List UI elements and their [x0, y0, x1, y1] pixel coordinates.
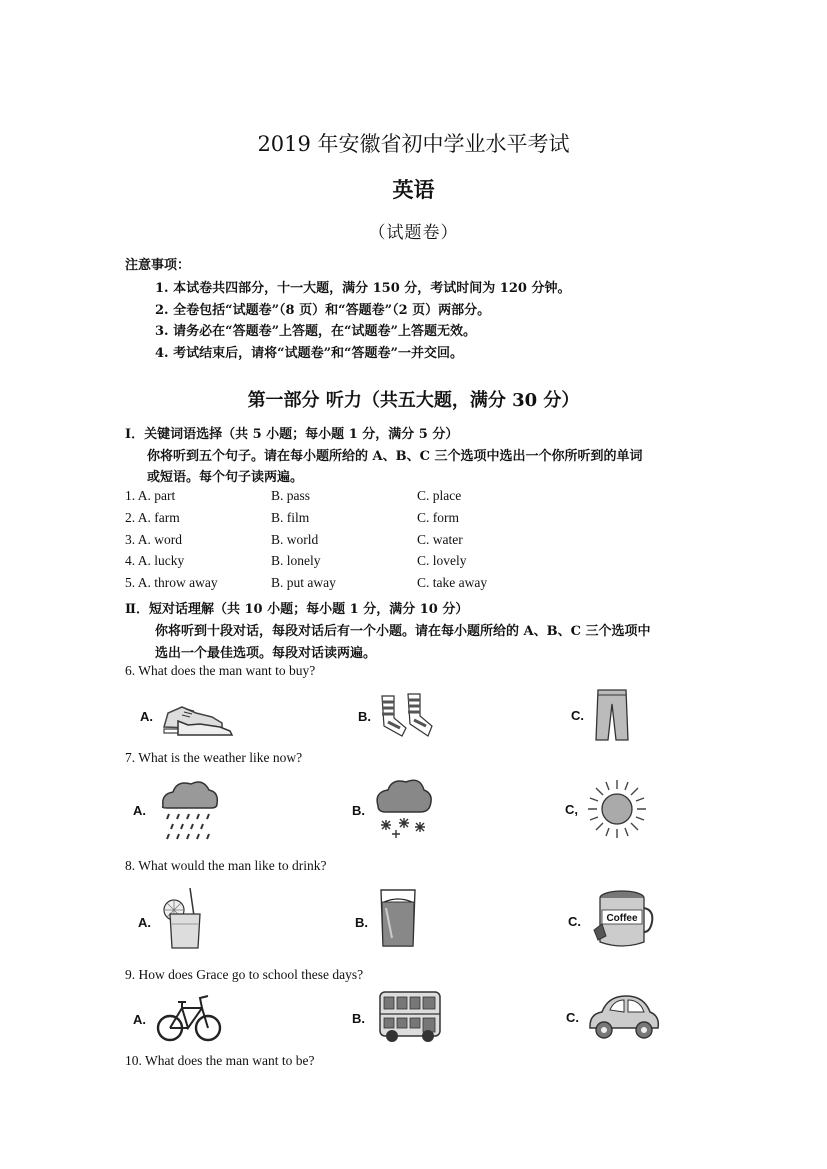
- snow-cloud-icon: [372, 776, 434, 840]
- option-c: C. form: [417, 510, 459, 525]
- question-text: 6. What does the man want to buy?: [125, 663, 316, 678]
- subject-title: 英语: [392, 177, 435, 202]
- section2-instruction: 你将听到十段对话，每段对话后有一个小题。请在每小题所给的 A、B、C 三个选项中: [155, 624, 651, 639]
- notice-item: 1. 本试卷共四部分，十一大题，满分 150 分，考试时间为 120 分钟。: [155, 281, 571, 296]
- part1-title: 第一部分 听力（共五大题，满分 30 分）: [247, 390, 580, 411]
- section1-instruction: 你将听到五个句子。请在每小题所给的 A、B、C 三个选项中选出一个你所听到的单词: [147, 449, 643, 464]
- paper-type: （试题卷）: [368, 223, 459, 243]
- option-label: C.: [568, 914, 581, 929]
- option-b: B. pass: [271, 488, 311, 503]
- option-label: A.: [133, 803, 146, 818]
- option-b: B. film: [271, 510, 310, 525]
- notice-heading: 注意事项：: [125, 258, 191, 273]
- option-b: B. put away: [271, 575, 336, 590]
- option-label: A.: [140, 709, 153, 724]
- option-label: A.: [133, 1012, 146, 1027]
- section2-instruction: 选出一个最佳选项。每段对话读两遍。: [155, 646, 377, 661]
- coffee-label: Coffee: [606, 913, 638, 924]
- section1-instruction: 或短语。每个句子读两遍。: [147, 470, 304, 485]
- water-glass-icon: [378, 888, 418, 948]
- question-text: 10. What does the man want to be?: [125, 1053, 315, 1068]
- question-text: 8. What would the man like to drink?: [125, 858, 327, 873]
- notice-item: 3. 请务必在“答题卷”上答题，在“试题卷”上答题无效。: [155, 324, 477, 339]
- option-b: B. lonely: [271, 553, 321, 568]
- sneakers-icon: [160, 693, 240, 738]
- trousers-icon: [592, 688, 632, 742]
- option-a: 5. A. throw away: [125, 575, 218, 590]
- notice-item: 4. 考试结束后，请将“试题卷”和“答题卷”一并交回。: [155, 346, 464, 361]
- bus-icon: [376, 988, 444, 1044]
- section2-heading: Ⅱ．短对话理解（共 10 小题；每小题 1 分，满分 10 分）: [125, 602, 469, 617]
- option-a: 2. A. farm: [125, 510, 180, 525]
- bicycle-icon: [156, 990, 222, 1044]
- option-a: 4. A. lucky: [125, 553, 185, 568]
- option-b: B. world: [271, 532, 319, 547]
- question-text: 9. How does Grace go to school these days?: [125, 967, 364, 982]
- question-text: 7. What is the weather like now?: [125, 750, 303, 765]
- option-c: C. water: [417, 532, 463, 547]
- notice-item: 2. 全卷包括“试题卷”（8 页）和“答题卷”（2 页）两部分。: [155, 303, 491, 318]
- option-label: B.: [358, 709, 371, 724]
- option-label: B.: [352, 1011, 365, 1026]
- option-label: C.: [566, 1010, 579, 1025]
- option-label: A.: [138, 915, 151, 930]
- option-c: C. take away: [417, 575, 488, 590]
- option-c: C. lovely: [417, 553, 467, 568]
- section1-heading: I．关键词语选择（共 5 小题；每小题 1 分，满分 5 分）: [125, 427, 459, 442]
- option-label: C,: [565, 802, 578, 817]
- option-a: 3. A. word: [125, 532, 182, 547]
- option-a: 1. A. part: [125, 488, 176, 503]
- sun-icon: [586, 778, 648, 840]
- option-label: B.: [352, 803, 365, 818]
- juice-glass-icon: [160, 886, 210, 952]
- socks-icon: [376, 692, 436, 740]
- exam-title: 2019 年安徽省初中学业水平考试: [257, 132, 570, 156]
- option-label: C.: [571, 708, 584, 723]
- option-c: C. place: [417, 488, 462, 503]
- option-label: B.: [355, 915, 368, 930]
- car-icon: [586, 990, 662, 1042]
- rain-cloud-icon: [155, 776, 221, 842]
- coffee-mug-icon: [590, 886, 654, 952]
